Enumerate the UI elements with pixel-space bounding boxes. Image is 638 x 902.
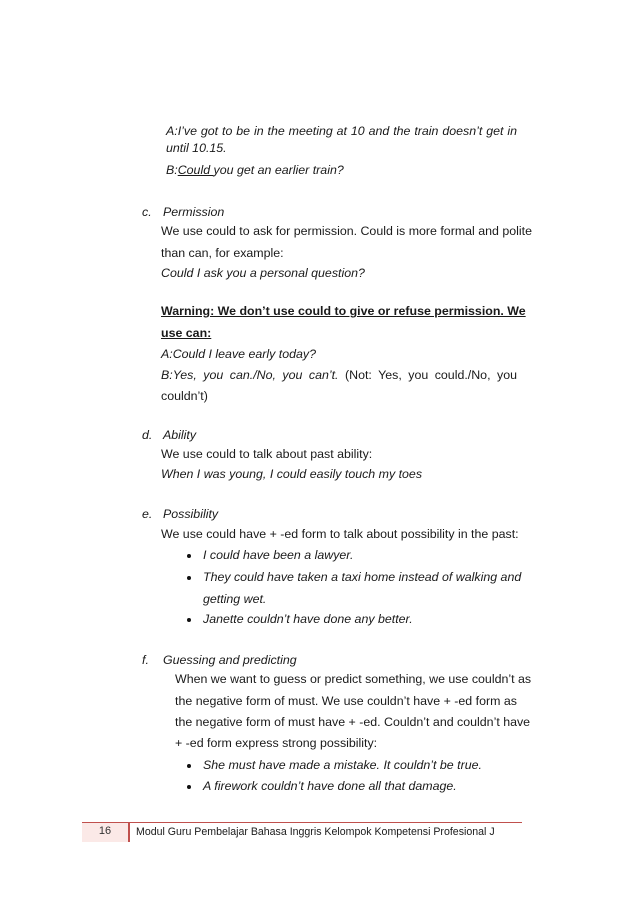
bullet-icon (187, 554, 191, 558)
page-number: 16 (98, 825, 112, 837)
section-f-line3: the negative form of must have + -ed. Couldn’t and couldn’t have (175, 715, 531, 729)
footer-divider (82, 822, 522, 823)
section-d-heading: Ability (163, 428, 197, 442)
section-e-bullet-1: I could have been a lawyer. (203, 548, 354, 562)
section-f-bullet-2: A firework couldn’t have done all that damage. (203, 779, 457, 793)
section-d-example: When I was young, I could easily touch my toes (161, 467, 423, 481)
section-c-warning-line2: use can: (161, 326, 212, 340)
dialogue-b-line (166, 162, 344, 178)
bullet-icon (187, 785, 191, 789)
bullet-icon (187, 764, 191, 768)
section-f-heading: Guessing and predicting (163, 653, 297, 667)
page-number-box (82, 823, 130, 842)
section-e-letter: e. (142, 507, 153, 521)
section-e-heading: Possibility (163, 507, 219, 521)
section-c-line2: than can, for example: (161, 246, 284, 260)
section-f-letter: f. (142, 653, 149, 667)
dialogue-b-could: Could (177, 163, 214, 177)
dialogue-b-rest: you get an earlier train? (213, 163, 344, 177)
section-f-line1: When we want to guess or predict something, we use couldn’t as (175, 672, 532, 686)
bullet-icon (187, 576, 191, 580)
footer-title: Modul Guru Pembelajar Bahasa Inggris Kelompok Kompetensi Profesional J (136, 826, 495, 838)
bullet-icon (187, 618, 191, 622)
section-e-line1: We use could have + -ed form to talk about possibility in the past: (161, 527, 519, 541)
section-d-line1: We use could to talk about past ability: (161, 447, 373, 461)
section-f-line2: the negative form of must. We use couldn’t have + -ed form as (175, 694, 517, 708)
section-c-example-a: A:Could I leave early today? (161, 347, 316, 361)
section-f-line4: + -ed form express strong possibility: (175, 736, 378, 750)
section-e-bullet-3: Janette couldn’t have done any better. (203, 612, 413, 626)
section-d-letter: d. (142, 428, 153, 442)
section-c-warning-line1: Warning: We don’t use could to give or refuse permission. We (161, 304, 526, 318)
section-c-letter: c. (142, 205, 152, 219)
section-c-example: Could I ask you a personal question? (161, 266, 365, 280)
section-c-example-b-line2: couldn’t) (161, 389, 208, 403)
section-f-bullet-1: She must have made a mistake. It couldn’t be true. (203, 758, 482, 772)
section-c-line1: We use could to ask for permission. Could is more formal and polite (161, 224, 532, 238)
section-c-heading: Permission (163, 205, 225, 219)
dialogue-a-line2: until 10.15. (166, 141, 227, 155)
section-c-example-b: B:Yes, you can./No, you can’t. (Not: Yes, you could./No, you (161, 368, 517, 382)
section-e-bullet-2: They could have taken a taxi home instead of walking and (203, 570, 522, 584)
dialogue-a-line1: A:I’ve got to be in the meeting at 10 and the train doesn’t get in (166, 124, 517, 138)
dialogue-b-prefix: B: (166, 163, 178, 177)
section-e-bullet-2-cont: getting wet. (203, 592, 267, 606)
